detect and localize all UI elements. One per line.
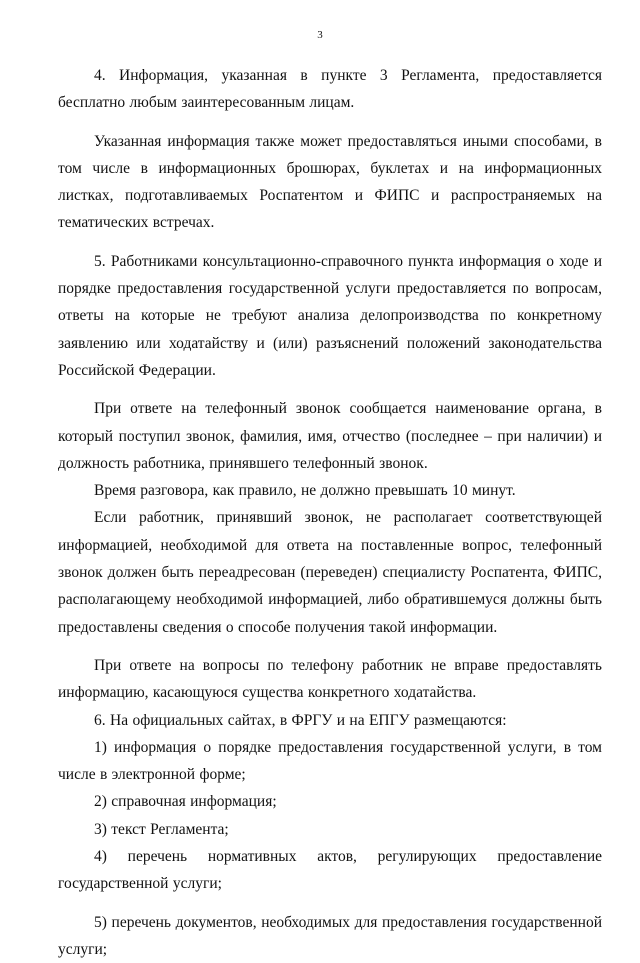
paragraph-item-4: 4. Информация, указанная в пункте 3 Регламента, предоставляется бесплатно любым заинтересованным лицам. (58, 67, 602, 112)
list-item-3: 3) текст Регламента; (94, 820, 229, 838)
paragraph-item-6: 6. На официальных сайтах, в ФРГУ и на ЕПГУ размещаются: (94, 711, 507, 729)
list-item-4: 4) перечень нормативных актов, регулирующих предоставление государственной услуги; (58, 848, 602, 893)
paragraph-info-other-ways: Указанная информация также может предоставляться иными способами, в том числе в информационных брошюрах, буклетах и на информационных листках, подготавливаемых Роспатентом и ФИПС и распространяемых на тематических встречах. (58, 132, 602, 232)
paragraph-phone-restriction: При ответе на вопросы по телефону работник не вправе предоставлять информацию, касающуюся существа конкретного ходатайства. (58, 656, 602, 702)
paragraph-call-duration: Время разговора, как правило, не должно превышать 10 минут. (94, 482, 516, 500)
list-item-2: 2) справочная информация; (94, 793, 277, 811)
paragraph-phone-call: При ответе на телефонный звонок сообщается наименование органа, в который поступил звонок, фамилия, имя, отчество (последнее – при наличии) и должность работника, принявшего телефонный звонок. (58, 400, 602, 472)
paragraph-call-redirect: Если работник, принявший звонок, не располагает соответствующей информацией, необходимой для ответа на поставленные вопрос, телефонный звонок должен быть переадресован (переведен) специалисту Роспатента, ФИПС, располагающему необходимой информацией, либо обратившемуся должны быть предоставлены сведения о способе получения такой информации. (58, 509, 602, 636)
page-number: 3 (317, 29, 323, 41)
document-body (58, 62, 602, 963)
list-item-5: 5) перечень документов, необходимых для предоставления государственной услуги; (58, 913, 602, 958)
list-item-1: 1) информация о порядке предоставления государственной услуги, в том числе в электронной форме; (58, 738, 602, 784)
paragraph-item-5: 5. Работниками консультационно-справочного пункта информация о ходе и порядке предоставления государственной услуги предоставляется по вопросам, ответы на которые не требуют анализа делопроизводства по конкретному заявлению или ходатайству и (или) разъяснений положений законодательства Российской Федерации. (58, 252, 602, 379)
